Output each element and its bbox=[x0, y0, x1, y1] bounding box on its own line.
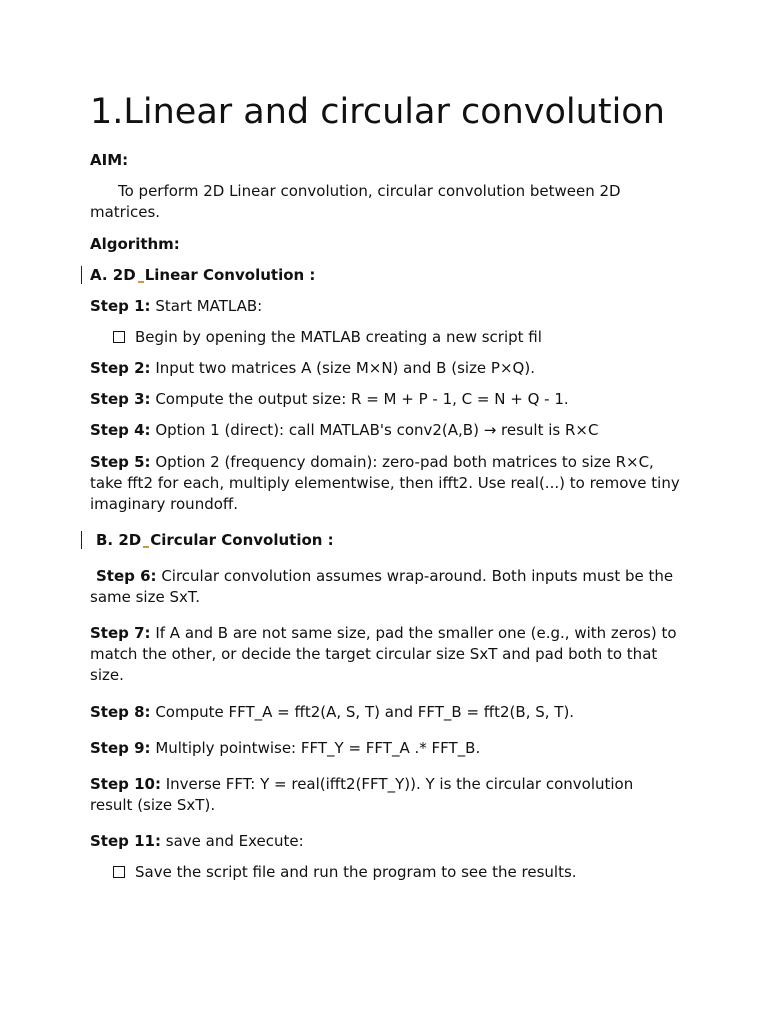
bullet-text: Begin by opening the MATLAB creating a new script fil bbox=[135, 328, 542, 346]
bullet-item bbox=[113, 327, 683, 348]
section-b-prefix: B. 2D bbox=[96, 531, 142, 549]
step-text: Option 2 (frequency domain): zero-pad both matrices to size R×C, take fft2 for each, multiply elementwise, then ifft2. Use real(...) to remove tiny imaginary roundoff. bbox=[90, 453, 680, 513]
step-label: Step 10: bbox=[90, 775, 161, 793]
bullet-item bbox=[113, 862, 683, 883]
section-b-label: Circular Convolution : bbox=[150, 531, 334, 549]
step-6 bbox=[90, 566, 680, 608]
algorithm-label: Algorithm: bbox=[90, 235, 180, 253]
aim-text: To perform 2D Linear convolution, circular convolution between 2D matrices. bbox=[90, 182, 621, 221]
step-text: Multiply pointwise: FFT_Y = FFT_A .* FFT_B. bbox=[150, 739, 481, 757]
step-text: Inverse FFT: Y = real(ifft2(FFT_Y)). Y is the circular convolution result (size SxT). bbox=[90, 775, 634, 814]
step-label: Step 6: bbox=[96, 567, 157, 585]
page-title: 1.Linear and circular convolution bbox=[90, 92, 665, 132]
step-label: Step 4: bbox=[90, 421, 151, 439]
checkbox-icon bbox=[113, 331, 125, 343]
step-3 bbox=[90, 389, 680, 410]
step-text: Option 1 (direct): call MATLAB's conv2(A,B) → result is R×C bbox=[150, 421, 599, 439]
step-text: Compute the output size: R = M + P - 1, C = N + Q - 1. bbox=[150, 390, 569, 408]
step-label: Step 7: bbox=[90, 624, 151, 642]
section-a-label: Linear Convolution : bbox=[144, 266, 316, 284]
cursor-bar-b bbox=[81, 531, 82, 549]
step-text: Circular convolution assumes wrap-around. Both inputs must be the same size SxT. bbox=[90, 567, 674, 606]
section-a-prefix: A. 2D bbox=[90, 266, 136, 284]
step-5 bbox=[90, 452, 680, 515]
step-4 bbox=[90, 420, 680, 441]
step-label: Step 1: bbox=[90, 297, 151, 315]
step-text: Start MATLAB: bbox=[150, 297, 263, 315]
step-11 bbox=[90, 831, 680, 852]
step-label: Step 3: bbox=[90, 390, 151, 408]
step-8 bbox=[90, 702, 680, 723]
underscore-mark bbox=[143, 546, 149, 548]
step-text: Input two matrices A (size M×N) and B (size P×Q). bbox=[150, 359, 535, 377]
step-text: Compute FFT_A = fft2(A, S, T) and FFT_B = fft2(B, S, T). bbox=[150, 703, 575, 721]
step-10 bbox=[90, 774, 680, 816]
step-9 bbox=[90, 738, 680, 759]
step-text: save and Execute: bbox=[160, 832, 304, 850]
step-2 bbox=[90, 358, 680, 379]
step-7 bbox=[90, 623, 680, 686]
aim-label: AIM: bbox=[90, 151, 129, 169]
step-text: If A and B are not same size, pad the smaller one (e.g., with zeros) to match the other, or decide the target circular size SxT and pad both to that size. bbox=[90, 624, 677, 684]
step-label: Step 5: bbox=[90, 453, 151, 471]
underscore-mark bbox=[138, 281, 144, 283]
section-b-heading bbox=[96, 530, 686, 551]
checkbox-icon bbox=[113, 866, 125, 878]
bullet-text: Save the script file and run the program to see the results. bbox=[135, 863, 577, 881]
step-1 bbox=[90, 296, 680, 317]
section-a-heading bbox=[90, 265, 680, 286]
cursor-bar-a bbox=[81, 266, 82, 284]
step-label: Step 9: bbox=[90, 739, 151, 757]
step-label: Step 8: bbox=[90, 703, 151, 721]
step-label: Step 2: bbox=[90, 359, 151, 377]
step-label: Step 11: bbox=[90, 832, 161, 850]
